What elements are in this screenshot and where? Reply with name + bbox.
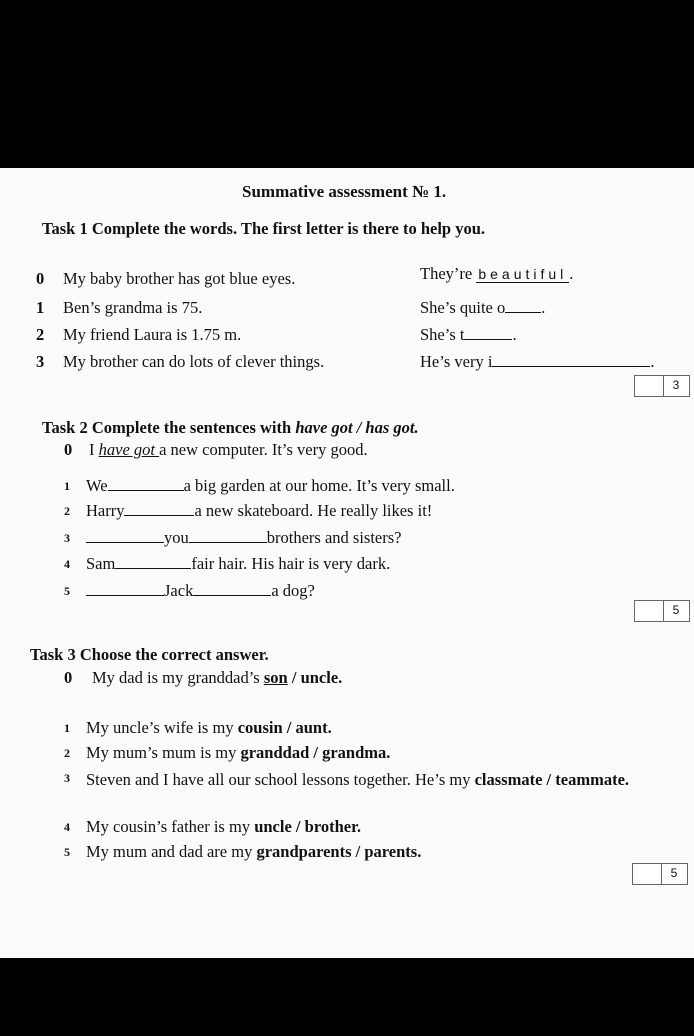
task1-item-2-blank[interactable] [464,325,512,340]
task2-item-2-blank[interactable] [124,501,194,516]
task2-item-5-blank-2[interactable] [193,581,271,596]
task2-example-pre: I [89,440,99,459]
task1-item-0-sentence: My baby brother has got blue eyes. [63,269,296,288]
task3-item-5-number: 5 [64,845,70,859]
task3-item-4-number: 4 [64,820,70,834]
task1-item-0-answer: beautiful [478,266,568,282]
task3-item-4-option-2[interactable]: brother. [304,817,362,836]
task2-score-value: 5 [672,603,680,617]
task3-example-separator: / [287,668,301,687]
task2-heading-italic: have got / has got. [295,418,419,437]
task1-item-2-answer-line [420,325,517,345]
task1-item-3-number: 3 [36,352,45,371]
task3-item-4-sentence [86,817,361,837]
task2-item-5-blank-1[interactable] [86,581,164,596]
task1-item-2-sentence: My friend Laura is 1.75 m. [63,325,242,344]
task2-example-answer: have got [98,440,160,459]
task2-item-4-blank[interactable] [115,554,191,569]
task3-item-2-text: My mum’s mum is my [86,743,241,762]
task1-item-3-sentence: My brother can do lots of clever things. [63,352,325,371]
task1-item-3-answer-line [420,352,655,372]
task1-item-3-suffix: . [650,352,655,371]
task1-score-value: 3 [672,378,680,392]
task1-heading: Task 1 Complete the words. The first letter is there to help you. [42,219,486,238]
task2-example-post: a new computer. It’s very good. [159,440,368,459]
task3-item-1-text: My uncle’s wife is my [86,718,238,737]
task2-item-2-number: 2 [64,504,70,518]
task1-item-1-blank[interactable] [505,298,541,313]
task2-item-2-sentence [86,501,432,521]
task3-example-option-1: son [263,668,288,687]
task2-item-3-sentence [86,528,401,548]
task2-item-1-blank[interactable] [108,476,184,491]
task1-item-1-number: 1 [36,298,45,317]
task3-item-4-text: My cousin’s father is my [86,817,255,836]
task2-example-sentence [89,440,368,460]
task2-item-1-sentence [86,476,455,496]
task3-item-1-sentence [86,718,332,738]
task1-item-1-answer-line [420,298,545,318]
task3-example-option-2: uncle. [300,668,343,687]
task2-item-3-blank-2[interactable] [189,528,267,543]
task2-item-5-sentence [86,581,315,601]
task2-item-2-part-a: Harry [86,501,125,520]
task2-example-number: 0 [64,440,73,459]
task2-item-5-number: 5 [64,584,70,598]
task1-score-box[interactable] [634,375,690,397]
task3-item-3-option-1[interactable]: classmate [474,770,543,789]
task2-item-4-part-b: fair hair. His hair is very dark. [191,554,391,573]
task1-item-1-suffix: . [541,298,546,317]
task3-heading: Task 3 Choose the correct answer. [30,645,269,664]
task1-item-0-prefix: They’re [420,264,477,283]
task3-item-1-option-2[interactable]: aunt. [295,718,332,737]
task3-item-5-separator: / [351,842,365,861]
task3-item-3-sentence [86,768,656,792]
task3-item-2-separator: / [309,743,323,762]
task1-item-0-suffix: . [569,264,574,283]
task2-item-1-part-b: a big garden at our home. It’s very small. [183,476,455,495]
task3-score-value: 5 [670,866,678,880]
task3-item-5-sentence [86,842,421,862]
task2-item-4-number: 4 [64,557,70,571]
task1-item-0-number: 0 [36,269,45,288]
task1-item-3-prefix: He’s very i [420,352,493,371]
task3-item-4-option-1[interactable]: uncle [254,817,292,836]
task1-item-2-prefix: She’s t [420,325,465,344]
task2-item-1-number: 1 [64,479,70,493]
task1-item-0-answer-line [420,264,573,284]
task3-item-2-number: 2 [64,746,70,760]
task2-item-2-part-b: a new skateboard. He really likes it! [194,501,433,520]
task3-example-sentence [92,668,342,688]
worksheet-page [0,168,694,958]
task1-item-2-number: 2 [36,325,45,344]
task3-item-2-option-1[interactable]: granddad [240,743,310,762]
task3-item-3-number: 3 [64,771,70,785]
task2-item-3-part-b: brothers and sisters? [266,528,402,547]
task3-item-3-option-2[interactable]: teammate. [555,770,630,789]
task1-item-1-prefix: She’s quite o [420,298,506,317]
task3-item-3-text: Steven and I have all our school lessons together. He’s my [86,770,475,789]
task2-score-box[interactable] [634,600,690,622]
task3-example-number: 0 [64,668,73,687]
task3-score-box[interactable] [632,863,688,885]
task1-item-3-blank[interactable] [492,352,650,367]
task3-item-2-sentence [86,743,390,763]
task2-heading [42,418,419,438]
task3-item-3-separator: / [542,770,556,789]
task3-item-1-option-1[interactable]: cousin [237,718,283,737]
task2-item-5-part-b: a dog? [271,581,315,600]
task3-item-2-option-2[interactable]: grandma. [322,743,391,762]
task3-example-text: My dad is my granddad’s [92,668,264,687]
task1-item-2-suffix: . [512,325,517,344]
task3-item-5-option-1[interactable]: grandparents [256,842,352,861]
task3-item-1-separator: / [282,718,296,737]
page-title: Summative assessment № 1. [242,182,447,201]
task2-item-3-number: 3 [64,531,70,545]
task2-item-3-blank-1[interactable] [86,528,164,543]
task3-item-5-text: My mum and dad are my [86,842,257,861]
task3-item-4-separator: / [291,817,305,836]
task2-item-3-part-a: you [164,528,189,547]
task2-item-5-part-a: Jack [164,581,194,600]
task3-item-5-option-2[interactable]: parents. [364,842,422,861]
task3-item-1-number: 1 [64,721,70,735]
task2-item-4-sentence [86,554,390,574]
task2-item-1-part-a: We [86,476,108,495]
task2-item-4-part-a: Sam [86,554,116,573]
task2-heading-text: Task 2 Complete the sentences with [42,418,296,437]
task1-item-1-sentence: Ben’s grandma is 75. [63,298,203,317]
